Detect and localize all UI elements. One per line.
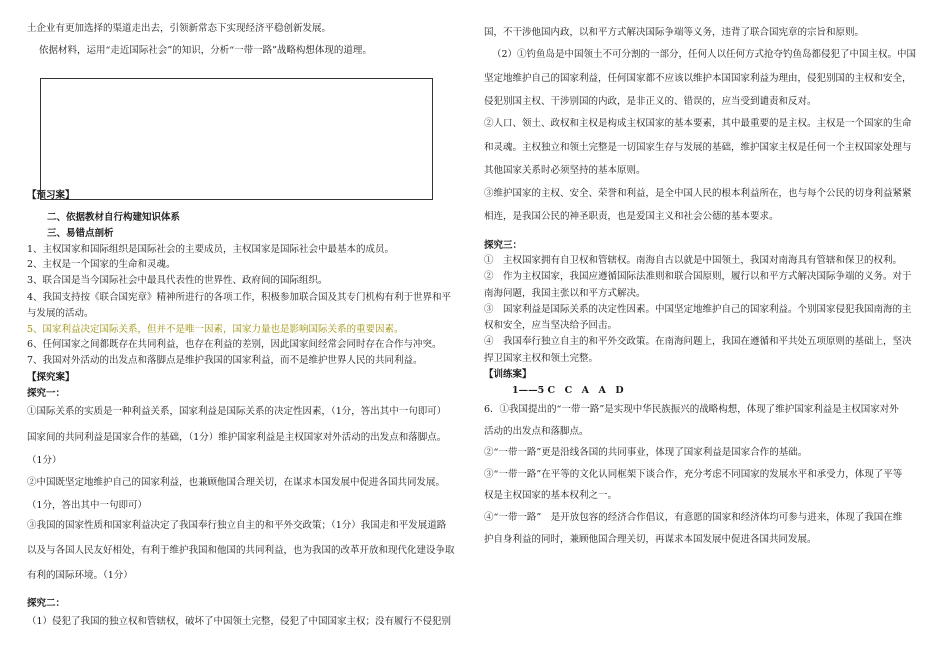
- text-line: 权和安全，应当坚决给予回击。: [484, 320, 618, 331]
- text-line: 国家间的共同利益是国家合作的基础，（1分）维护国家利益是主权国家对外活动的出发点和落脚点。: [27, 432, 447, 443]
- text-line: 土企业有更加选择的渠道走出去，引领新常态下实现经济平稳创新发展。: [27, 23, 332, 34]
- text-line: 6、任何国家之间都既存在共同利益，也存在利益的差别，因此国家间经常会同时存在合作与冲突。: [27, 339, 442, 350]
- text-line: ③ 国家利益是国际关系的决定性因素。中国坚定地维护自己的国家利益。个别国家侵犯我国南海的主: [484, 304, 912, 315]
- answer-box[interactable]: [40, 78, 433, 200]
- text-line: 7、我国对外活动的出发点和落脚点是维护我国的国家利益，而不是维护世界人民的共同利益。: [27, 355, 423, 366]
- text-line: （2）①钓鱼岛是中国领土不可分割的一部分，任何人以任何方式抢夺钓鱼岛都侵犯了中国主权。中国: [492, 49, 917, 60]
- text-line: （1分）: [27, 455, 62, 466]
- text-line: ④ 我国奉行独立自主的和平外交政策。在南海问题上，我国在遵循和平共处五项原则的基础上，坚决: [484, 336, 912, 347]
- text-line: 二、依据教材自行构建知识体系: [47, 212, 181, 223]
- text-line: ②人口、领土、政权和主权是构成主权国家的基本要素，其中最重要的是主权。主权是一个国家的生命: [484, 118, 912, 129]
- text-line: 有利的国际环境。（1分）: [27, 570, 133, 581]
- text-line: 和灵魂。主权独立和领土完整是一切国家生存与发展的基础，维护国家主权是任何一个主权国家处理与: [484, 142, 912, 153]
- text-line: 相连，是我国公民的神圣职责，也是爱国主义和社会公德的基本要求。: [484, 211, 779, 222]
- text-line: 探究一：: [27, 388, 66, 399]
- text-line: 探究二：: [27, 598, 66, 609]
- text-line: 3、联合国是当今国际社会中最具代表性的世界性、政府间的国际组织。: [27, 275, 328, 286]
- text-line: ① 主权国家拥有自卫权和管辖权。南海自古以就是中国领土，我国对南海具有管辖和保卫的权利。: [484, 255, 903, 266]
- text-line: 国，不干涉他国内政，以和平方式解决国际争端等义务，违背了联合国宪章的宗旨和原则。: [484, 27, 865, 38]
- text-line: 活动的出发点和落脚点。: [484, 426, 589, 437]
- text-line: 南海问题，我国主张以和平方式解决。: [484, 288, 646, 299]
- text-line: 1——5 C C A A D: [512, 385, 624, 396]
- text-line: ③“一带一路”在平等的文化认同框架下谈合作，充分考虑不同国家的发展水平和承受力，体现了平等: [484, 469, 903, 480]
- text-line: ② 作为主权国家，我国应遵循国际法准则和联合国原则，履行以和平方式解决国际争端的义务。对于: [484, 271, 912, 282]
- text-line: ③我国的国家性质和国家利益决定了我国奉行独立自主的和平外交政策；（1分）我国走和平发展道路: [27, 520, 447, 531]
- text-line: 侵犯别国主权、干涉别国的内政，是非正义的、错误的，应当受到谴责和反对。: [484, 96, 817, 107]
- text-line: 与发展的活动。: [27, 308, 94, 319]
- text-line: 【预习案】: [27, 190, 75, 201]
- text-line: 1、主权国家和国际组织是国际社会的主要成员，主权国家是国际社会中最基本的成员。: [27, 244, 395, 255]
- text-line: 4、我国支持按《联合国宪章》精神所进行的各项工作，积极参加联合国及其专门机构有利于世界和平: [27, 292, 452, 303]
- text-line: ④“一带一路” 是开放包容的经济合作倡议，有意愿的国家和经济体均可参与进来，体现了我国在维: [484, 512, 903, 523]
- text-line: 坚定地维护自己的国家利益，任何国家都不应该以维护本国国家利益为理由，侵犯别国的主权和安全，: [484, 73, 912, 84]
- text-line: 以及与各国人民友好相处，有利于维护我国和他国的共同利益，也为我国的改革开放和现代化建设争取: [27, 545, 455, 556]
- text-line: 其他国家关系时必须坚持的基本原则。: [484, 165, 646, 176]
- text-line: 捍卫国家主权和领土完整。: [484, 353, 599, 364]
- text-line: 5、国家利益决定国际关系，但并不是唯一因素，国家力量也是影响国际关系的重要因素。: [27, 324, 404, 335]
- text-line: ①国际关系的实质是一种利益关系，国家利益是国际关系的决定性因素，（1分，答出其中一句即可）: [27, 406, 447, 417]
- text-line: 三、易错点剖析: [47, 228, 114, 239]
- text-line: ②中国既坚定地维护自己的国家利益，也兼顾他国合理关切，在谋求本国发展中促进各国共同发展。: [27, 477, 446, 488]
- text-line: 2、主权是一个国家的生命和灵魂。: [27, 259, 176, 270]
- text-line: 【探究案】: [27, 372, 75, 383]
- text-line: 6．①我国提出的“一带一路”是实现中华民族振兴的战略构想，体现了维护国家利益是主权国家对外: [484, 404, 899, 415]
- text-line: ③维护国家的主权、安全、荣誉和利益，是全中国人民的根本利益所在，也与每个公民的切身利益紧紧: [484, 188, 912, 199]
- text-line: （1分，答出其中一句即可）: [27, 500, 148, 511]
- text-line: 依据材料，运用“走近国际社会”的知识，分析“一带一路”战略构想体现的道理。: [39, 45, 372, 56]
- text-line: 权是主权国家的基本权利之一。: [484, 490, 618, 501]
- text-line: 【训练案】: [484, 369, 532, 380]
- text-line: 探究三：: [484, 240, 523, 251]
- text-line: ②“一带一路”更是沿线各国的共同事业，体现了国家利益是国家合作的基础。: [484, 447, 808, 458]
- text-line: （1）侵犯了我国的独立权和管辖权，破坏了中国领土完整，侵犯了中国国家主权；没有履行不侵犯别: [27, 616, 452, 627]
- text-line: 护自身利益的同时，兼顾他国合理关切，再谋求本国发展中促进各国共同发展。: [484, 534, 817, 545]
